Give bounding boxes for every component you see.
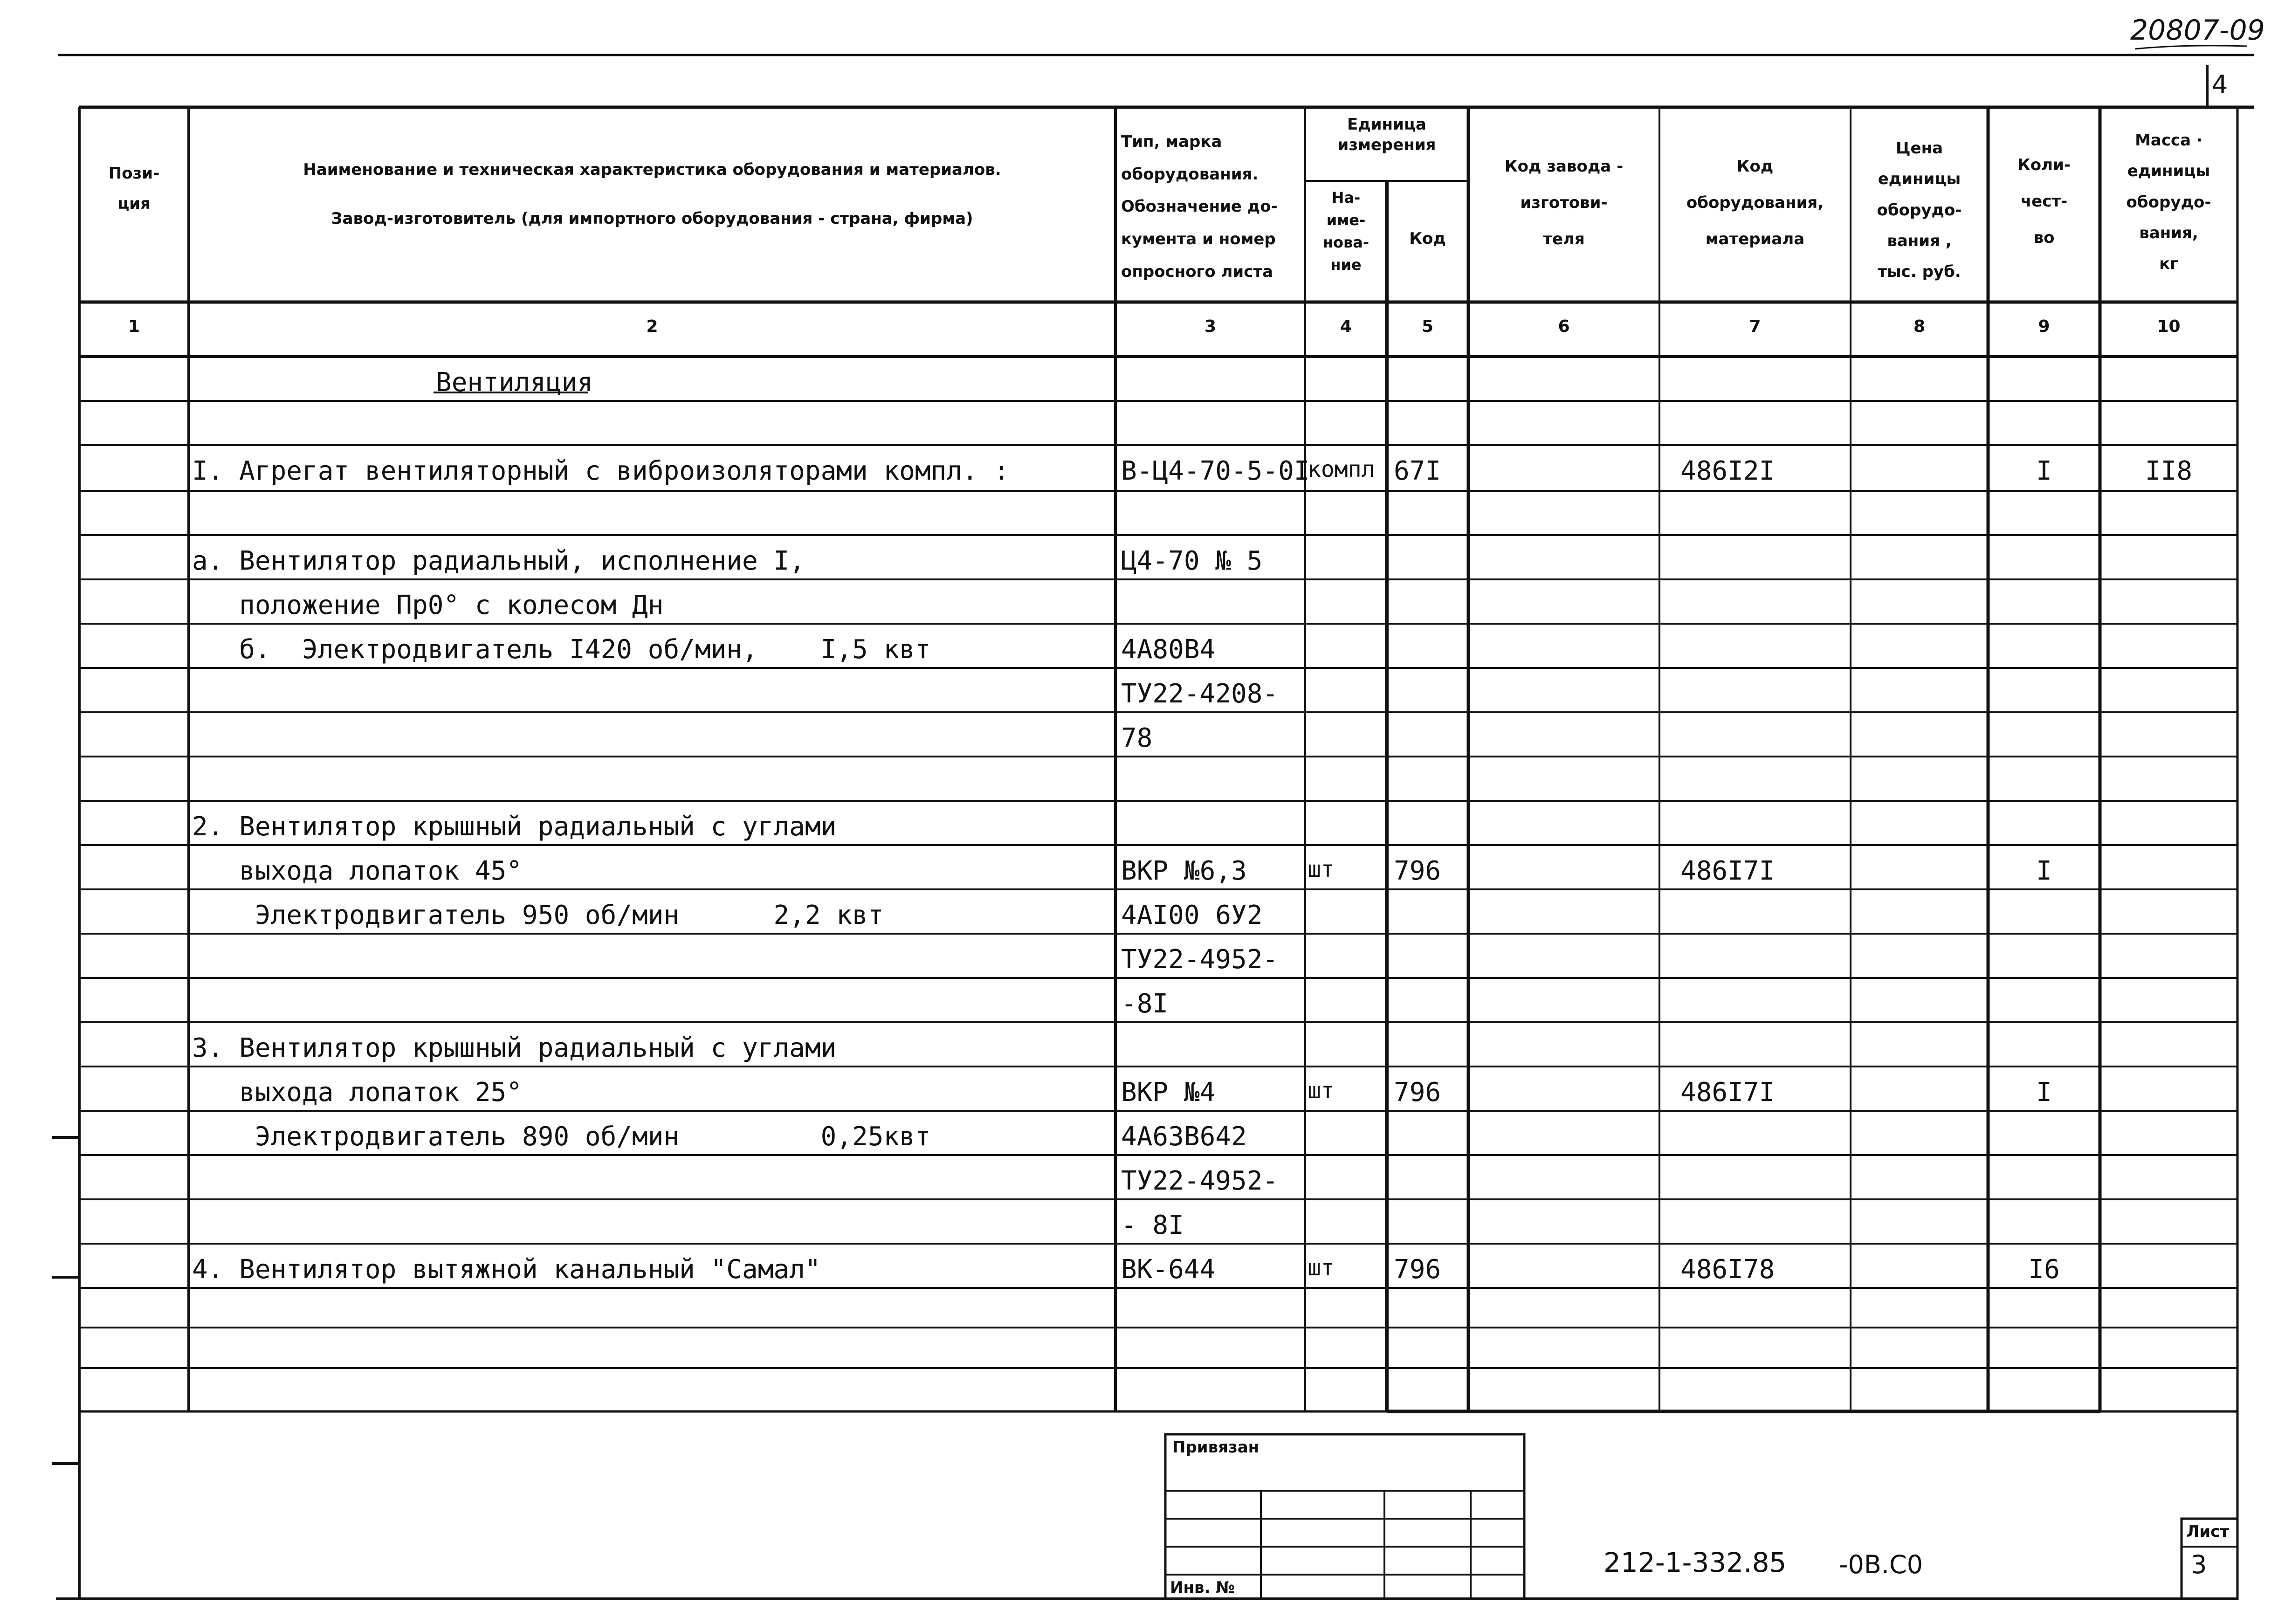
- table-cell-name: выхода лопаток 25°: [192, 1077, 523, 1108]
- drawing-code: 212-1-332.85: [1604, 1547, 1787, 1578]
- table-cell-eq: 486I78: [1680, 1254, 1775, 1285]
- table-cell-qty: I6: [2028, 1254, 2060, 1285]
- column-number: 3: [1204, 317, 1217, 336]
- header-name-line1: Наименование и техническая характеристика оборудования и материалов.: [303, 160, 1001, 179]
- table-cell-type: 4АI00 6У2: [1121, 900, 1263, 930]
- table-cell-type: ВКР №6,3: [1121, 856, 1247, 886]
- table-cell-type: ТУ22-4208-: [1121, 679, 1279, 709]
- header-equipment-code: Код оборудования, материала: [1686, 157, 1824, 249]
- table-cell-type: ВКР №4: [1121, 1077, 1216, 1108]
- table-cell-code: 796: [1394, 1254, 1441, 1285]
- table-cell-code: 796: [1394, 1077, 1441, 1108]
- table-cell-type: 4А80В4: [1121, 634, 1216, 665]
- table-cell-name: Электродвигатель 890 об/мин 0,25квт: [192, 1122, 931, 1152]
- table-cell-name: а. Вентилятор радиальный, исполнение I,: [192, 546, 805, 576]
- column-number: 7: [1749, 317, 1761, 336]
- table-cell-type: -8I: [1121, 989, 1169, 1019]
- header-mass: Масса · единицы оборудо- вания, кг: [2126, 131, 2211, 274]
- table-cell-type: ТУ22-4952-: [1121, 944, 1279, 975]
- column-number: 6: [1558, 317, 1570, 336]
- table-cell-type: В-Ц4-70-5-0I: [1121, 456, 1310, 486]
- header-plant-code: Код завода - изготови- теля: [1504, 157, 1624, 249]
- table-cell-type: 78: [1121, 723, 1153, 753]
- table-cell-qty: I: [2036, 1077, 2052, 1108]
- header-type: Тип, марка оборудования. Обозначение до- кумента и номер опросного листа: [1121, 132, 1278, 281]
- table-cell-name: 4. Вентилятор вытяжной канальный "Самал": [192, 1254, 821, 1285]
- table-cell-type: ВК-644: [1121, 1254, 1216, 1285]
- column-number: 1: [128, 317, 140, 336]
- drawing-suffix: -0В.С0: [1839, 1550, 1923, 1579]
- header-unit-name: На- име- нова- ние: [1322, 189, 1370, 274]
- sheet-label: Лист: [2186, 1522, 2229, 1541]
- table-cell-eq: 486I7I: [1680, 856, 1775, 886]
- table-cell-unit: шт: [1308, 856, 1335, 882]
- table-cell-name: I. Агрегат вентиляторный с виброизоляторами компл. :: [192, 456, 1010, 486]
- table-cell-eq: 486I2I: [1680, 456, 1775, 486]
- table-cell-name: положение Пр0° с колесом Дн: [192, 590, 664, 620]
- column-number: 2: [646, 317, 658, 336]
- table-cell-type: ТУ22-4952-: [1121, 1166, 1279, 1196]
- table-cell-code: 796: [1394, 856, 1441, 886]
- table-cell-qty: I: [2036, 856, 2052, 886]
- header-unit-code: Код: [1409, 229, 1446, 248]
- header-unit-group: Единица измерения: [1337, 115, 1436, 155]
- stamp-bound-label: Привязан: [1172, 1438, 1260, 1457]
- column-number: 10: [2157, 317, 2181, 336]
- table-cell-name: Вентиляция: [436, 367, 593, 398]
- stamp-inv-label: Инв. №: [1170, 1578, 1235, 1597]
- table-cell-name: б. Электродвигатель I420 об/мин, I,5 квт: [192, 634, 931, 665]
- table-cell-mass: II8: [2145, 456, 2193, 486]
- table-cell-code: 67I: [1394, 456, 1441, 486]
- header-price: Цена единицы оборудо- вания , тыс. руб.: [1877, 139, 1962, 282]
- sheet-corner-number: 4: [2212, 70, 2228, 99]
- table-cell-name: 3. Вентилятор крышный радиальный с углами: [192, 1033, 837, 1063]
- column-number: 8: [1913, 317, 1926, 336]
- table-cell-unit: шт: [1308, 1078, 1335, 1104]
- sheet-number: 3: [2191, 1550, 2207, 1579]
- table-cell-qty: I: [2036, 456, 2052, 486]
- header-quantity: Коли- чест- во: [2017, 156, 2071, 248]
- header-position: Пози- ция: [108, 164, 160, 213]
- table-cell-type: 4А63В642: [1121, 1122, 1247, 1152]
- table-cell-name: 2. Вентилятор крышный радиальный с углами: [192, 812, 837, 842]
- archive-number: 20807-09: [2130, 14, 2265, 47]
- header-name-line2: Завод-изготовитель (для импортного оборудования - страна, фирма): [331, 209, 973, 228]
- table-cell-unit: компл: [1308, 456, 1375, 482]
- table-cell-name: Электродвигатель 950 об/мин 2,2 квт: [192, 900, 884, 930]
- column-number: 4: [1340, 317, 1352, 336]
- table-cell-name: выхода лопаток 45°: [192, 856, 523, 886]
- table-cell-unit: шт: [1308, 1255, 1335, 1281]
- table-cell-eq: 486I7I: [1680, 1077, 1775, 1108]
- column-number: 5: [1421, 317, 1434, 336]
- table-cell-type: - 8I: [1121, 1210, 1184, 1240]
- column-number: 9: [2038, 317, 2050, 336]
- table-cell-type: Ц4-70 № 5: [1121, 546, 1263, 576]
